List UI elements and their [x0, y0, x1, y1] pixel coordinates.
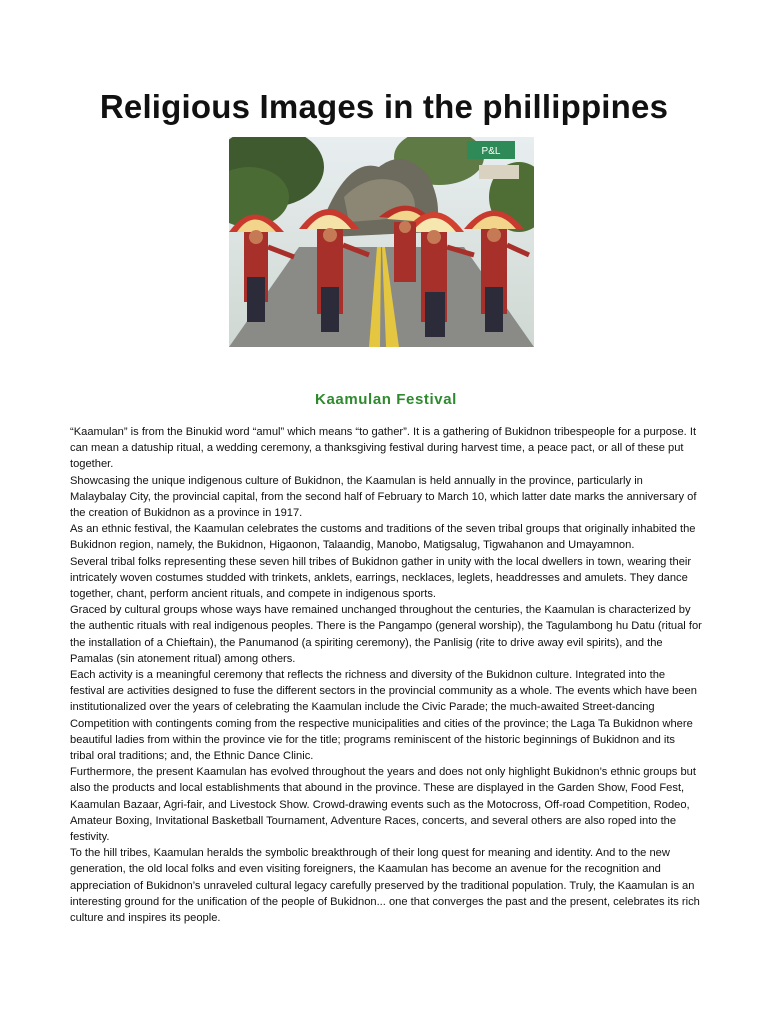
paragraph: Showcasing the unique indigenous culture of Bukidnon, the Kaamulan is held annually in the province, particularly in Malaybalay City, the provincial capital, from the second half of February to March 10, which latter date marks the anniversary of the creation of Bukidnon as a province in 1917. [70, 474, 697, 520]
paragraph: Several tribal folks representing these seven hill tribes of Bukidnon gather in unity with the local dwellers in town, wearing their intricately woven costumes studded with trinkets, anklets, earrings, necklaces, leglets, headdresses and amulets. They dance together, chant, perform ancient rituals, and compete in indigenous sports. [70, 555, 692, 601]
section-subtitle: Kaamulan Festival [315, 391, 457, 408]
sign-text: P&L [481, 146, 501, 157]
festival-photo [229, 137, 534, 347]
page-title: Religious Images in the phillippines [99, 88, 669, 125]
paragraph: Each activity is a meaningful ceremony that reflects the richness and diversity of the Bukidnon culture. Integrated into the festival are activities designed to fuse the different sectors in the provincial community as a whole. The events which have been institutionalized over the years of celebrating the Kaamulan include the Civic Parade; the much-awaited Street-dancing Competition with contingents coming from the respective municipalities and cities of the province; the Laga Ta Bukidnon where beautiful ladies from within the province vie for the title; programs reminiscent of the historic beginnings of Bukidnon and its tribal oral traditions; and, the Ethnic Dance Clinic. [70, 669, 697, 763]
paragraph: Furthermore, the present Kaamulan has evolved throughout the years and does not only highlight Bukidnon’s ethnic groups but also the products and local establishments that abound in the province. These are displayed in the Garden Show, Food Fest, Kaamulan Bazaar, Agri-fair, and Livestock Show. Crowd-drawing events such as the Motocross, Off-road Competition, Rodeo, Amateur Boxing, Invitational Basketball Tournament, Adventure Races, concerts, and several others are also roped into the festivity. [70, 766, 696, 844]
paragraph: As an ethnic festival, the Kaamulan celebrates the customs and traditions of the seven tribal groups that originally inhabited the Bukidnon region, namely, the Bukidnon, Higaonon, Talaandig, Manobo, Matigsalug, Tigwahanon and Umayamnon. [70, 523, 696, 552]
paragraph: Graced by cultural groups whose ways have remained unchanged throughout the centuries, the Kaamulan is characterized by the authentic rituals with real indigenous peoples. There is the Pangampo (general worship), the Tagulambong hu Datu (ritual for the installation of a Chieftain), the Panumanod (a spiriting ceremony), the Panlisig (rite to drive away evil spirits), and the Pamalas (sin atonement ritual) among others. [70, 604, 702, 665]
paragraph: To the hill tribes, Kaamulan heralds the symbolic breakthrough of their long quest for meaning and identity. And to the new generation, the old local folks and even visiting foreigners, the Kaamulan has become an avenue for the recognition and appreciation of Bukidnon’s unraveled cultural legacy carefully preserved by the traditional population. Truly, the Kaamulan is an interesting ground for the unification of the people of Bukidnon... one that converges the past and the present, celebrates its rich culture and inspires its people. [70, 847, 700, 925]
article-body [70, 424, 702, 926]
festival-photo-illustration [229, 137, 534, 347]
paragraph: “Kaamulan” is from the Binukid word “amul” which means “to gather”. It is a gathering of Bukidnon tribespeople for a purpose. It can mean a datuship ritual, a wedding ceremony, a thanksgiving festival during harvest time, a peace pact, or all of these put together. [70, 426, 697, 471]
